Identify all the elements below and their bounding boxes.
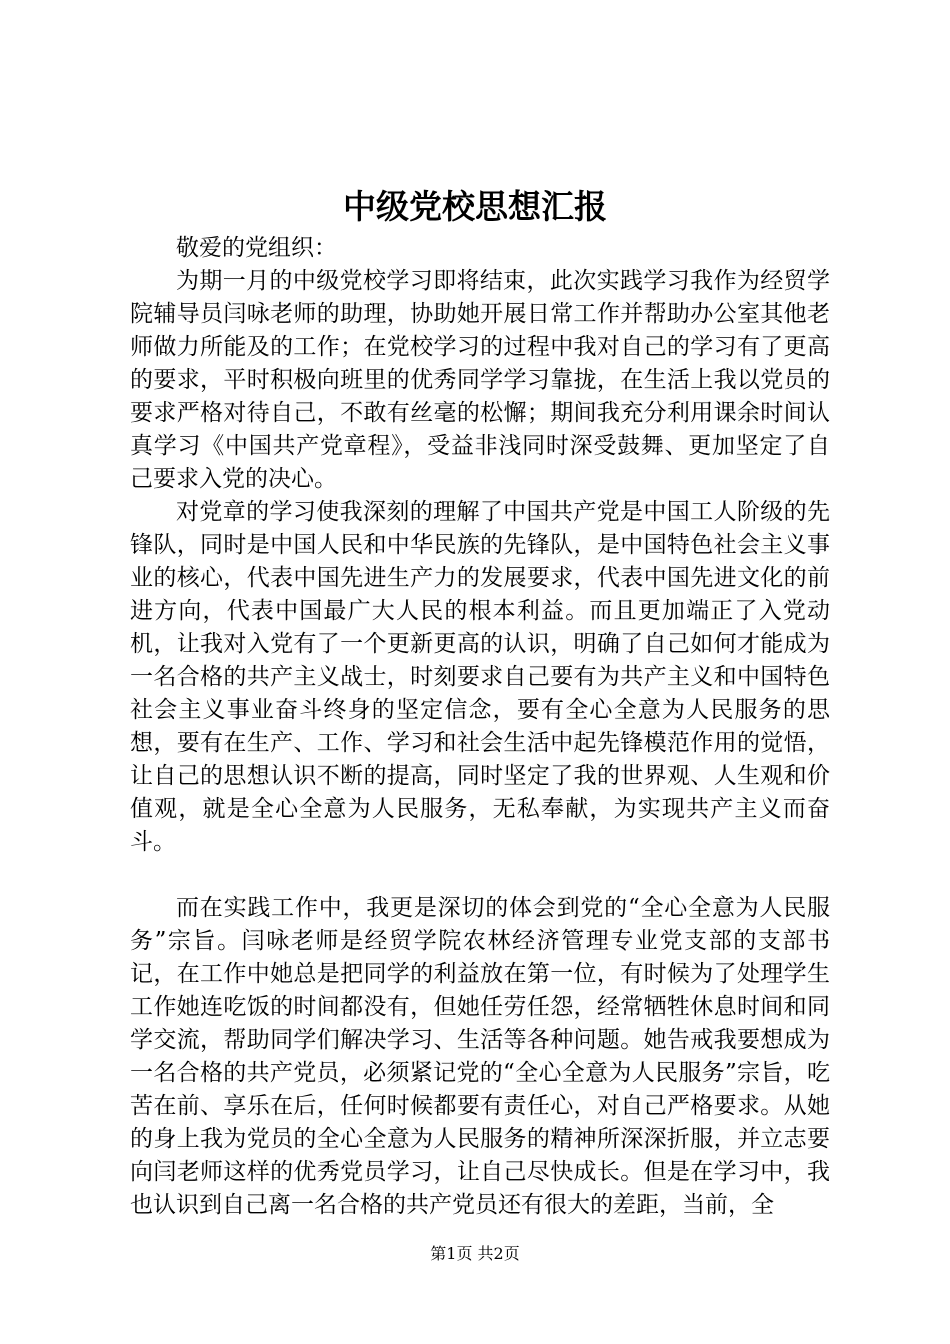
paragraph-1: 为期一月的中级党校学习即将结束，此次实践学习我作为经贸学院辅导员闫咏老师的助理，协助她开展日常工作并帮助办公室其他老师做力所能及的工作；在党校学习的过程中我对自己的学习有了更高的要求，平时积极向班里的优秀同学学习靠拢，在生活上我以党员的要求严格对待自己，不敢有丝毫的松懈；期间我充分利用课余时间认真学习《中国共产党章程》，受益非浅同时深受鼓舞、更加坚定了自己要求入党的决心。	[130, 268, 830, 492]
paragraph-spacer	[130, 859, 830, 892]
document-body	[130, 232, 830, 1222]
salutation: 敬爱的党组织：	[176, 235, 337, 261]
paragraph-3: 而在实践工作中，我更是深切的体会到党的“全心全意为人民服务”宗旨。闫咏老师是经贸学院农林经济管理专业党支部的支部书记，在工作中她总是把同学的利益放在第一位，有时候为了处理学生工作她连吃饭的时间都没有，但她任劳任怨，经常牺牲休息时间和同学交流，帮助同学们解决学习、生活等各种问题。她告戒我要想成为一名合格的共产党员，必须紧记党的“全心全意为人民服务”宗旨，吃苦在前、享乐在后，任何时候都要有责任心，对自己严格要求。从她的身上我为党员的全心全意为人民服务的精神所深深折服，并立志要向闫老师这样的优秀党员学习，让自己尽快成长。但是在学习中，我也认识到自己离一名合格的共产党员还有很大的差距，当前，全	[130, 895, 830, 1218]
paragraph-2: 对党章的学习使我深刻的理解了中国共产党是中国工人阶级的先锋队，同时是中国人民和中华民族的先锋队，是中国特色社会主义事业的核心，代表中国先进生产力的发展要求，代表中国先进文化的前进方向，代表中国最广大人民的根本利益。而且更加端正了入党动机，让我对入党有了一个更新更高的认识，明确了自己如何才能成为一名合格的共产主义战士，时刻要求自己要有为共产主义和中国特色社会主义事业奋斗终身的坚定信念，要有全心全意为人民服务的思想，要有在生产、工作、学习和社会生活中起先锋模范作用的觉悟，让自己的思想认识不断的提高，同时坚定了我的世界观、人生观和价值观，就是全心全意为人民服务，无私奉献，为实现共产主义而奋斗。	[130, 499, 830, 855]
page-footer: 第1页 共2页	[430, 1244, 520, 1263]
document-title: 中级党校思想汇报	[343, 187, 607, 226]
